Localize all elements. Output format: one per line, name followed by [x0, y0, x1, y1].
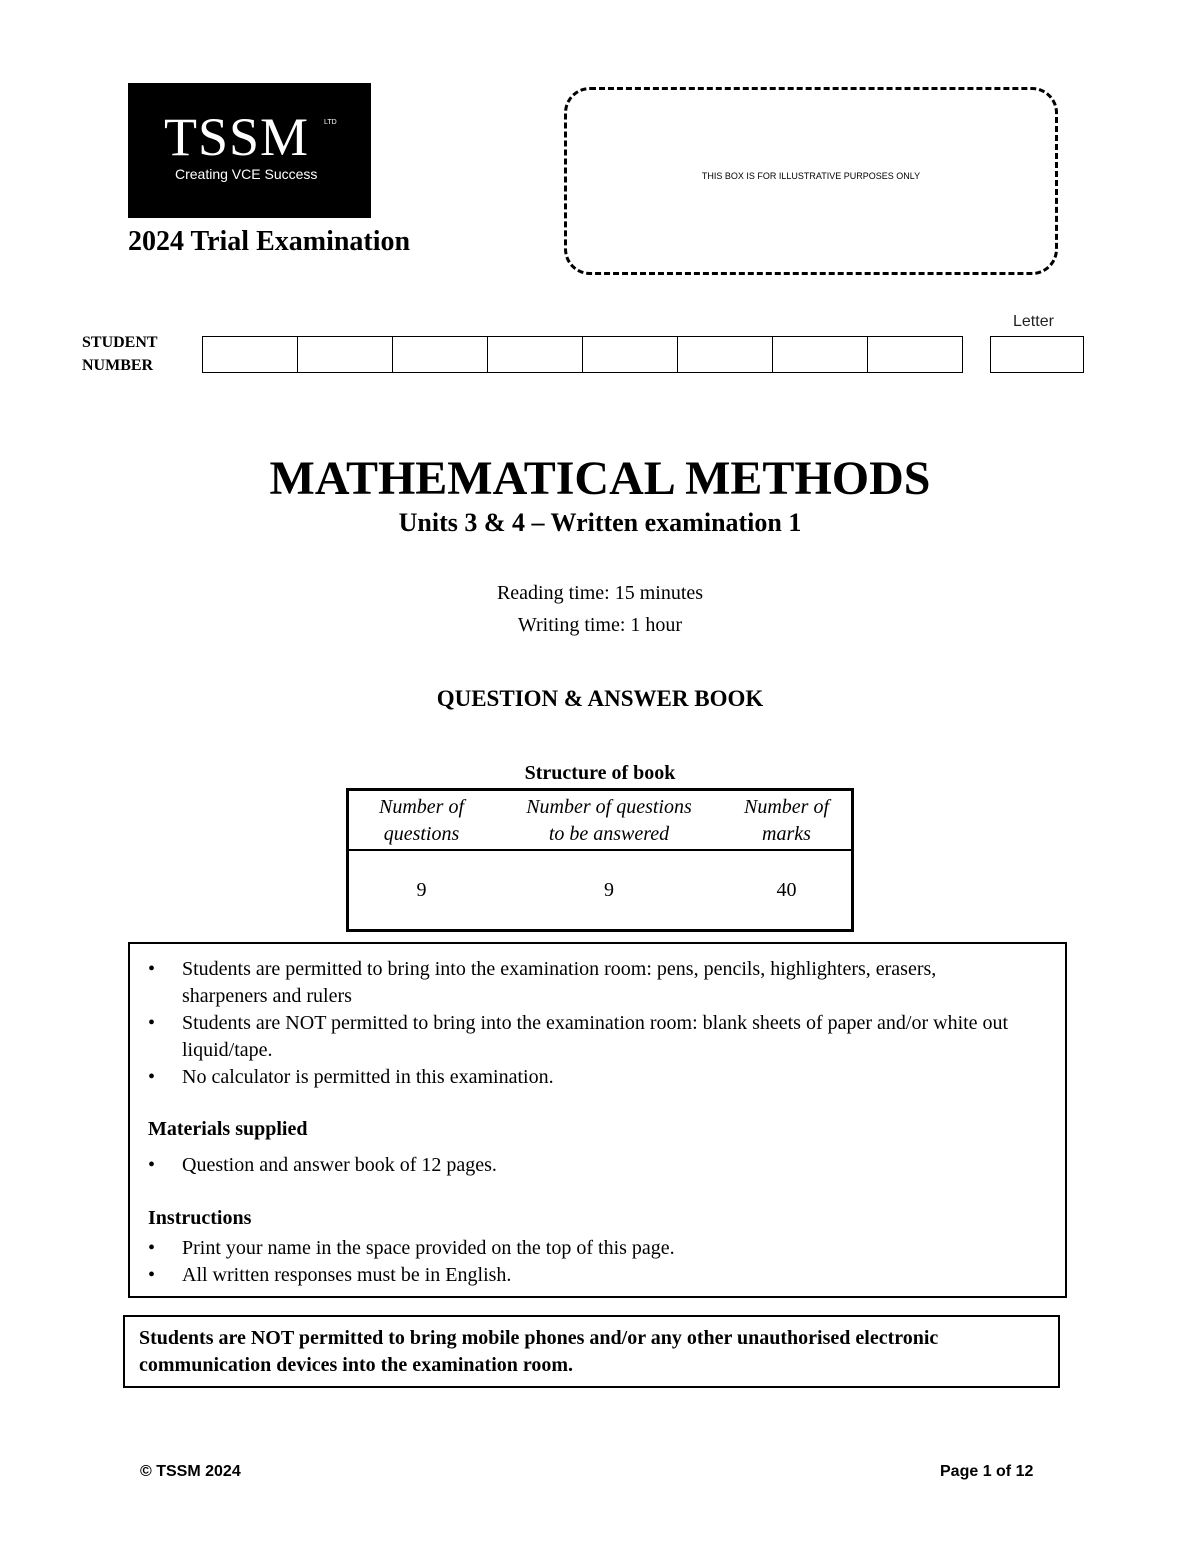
footer-page-number: Page 1 of 12	[940, 1463, 1034, 1480]
header-questions: Number of questions	[379, 796, 464, 845]
student-number-label-line1: STUDENT	[82, 334, 158, 351]
student-number-digit-box[interactable]	[582, 336, 678, 373]
student-number-digit-box[interactable]	[772, 336, 868, 373]
student-number-digit-box[interactable]	[487, 336, 583, 373]
reading-time: Reading time: 15 minutes	[496, 582, 704, 604]
student-number-digit-box[interactable]	[392, 336, 488, 373]
materials-heading: Materials supplied	[148, 1118, 308, 1140]
writing-time: Writing time: 1 hour	[517, 614, 683, 636]
student-number-digit-box[interactable]	[297, 336, 393, 373]
exam-title: MATHEMATICAL METHODS	[269, 452, 931, 505]
logo-tagline: Creating VCE Success	[175, 166, 318, 182]
student-letter-box[interactable]	[990, 336, 1084, 373]
student-number-label-line2: NUMBER	[82, 357, 154, 374]
footer-copyright: © TSSM 2024	[140, 1463, 241, 1480]
trial-title: 2024 Trial Examination	[128, 226, 411, 257]
tssm-logo	[128, 83, 371, 218]
structure-table-row	[349, 851, 851, 929]
list-item: • Students are permitted to bring into the examination room: pens, pencils, highlighters, erasers, sharpeners and rulers	[148, 956, 1012, 1010]
logo-brand: TSSM	[164, 107, 310, 167]
instructions-heading: Instructions	[148, 1207, 252, 1229]
value-questions: 9	[416, 878, 427, 901]
rules-list	[148, 956, 1012, 1091]
mobile-phone-warning: Students are NOT permitted to bring mobile phones and/or any other unauthorised electronic communication devices into the examination room.	[123, 1315, 1060, 1388]
exam-subtitle: Units 3 & 4 – Written examination 1	[398, 508, 802, 537]
list-item: • Students are NOT permitted to bring into the examination room: blank sheets of paper and/or white out liquid/tape.	[148, 1010, 1012, 1064]
rules-box	[128, 942, 1067, 1298]
value-marks: 40	[776, 878, 797, 901]
logo-trademark: LTD	[324, 119, 337, 126]
list-item: • Question and answer book of 12 pages.	[148, 1152, 1012, 1179]
list-item: • All written responses must be in English.	[148, 1262, 1012, 1289]
structure-title: Structure of book	[524, 762, 676, 784]
student-number-boxes	[202, 336, 962, 373]
illustrative-note: THIS BOX IS FOR ILLUSTRATIVE PURPOSES ONLY	[701, 171, 921, 181]
student-number-digit-box[interactable]	[677, 336, 773, 373]
student-number-label	[82, 331, 158, 377]
illustrative-box	[564, 87, 1058, 275]
list-item: • No calculator is permitted in this examination.	[148, 1064, 1012, 1091]
value-questions-answered: 9	[604, 878, 614, 901]
header-marks: Number of marks	[744, 796, 829, 845]
materials-list	[148, 1152, 1012, 1179]
structure-table	[346, 788, 854, 932]
book-title: QUESTION & ANSWER BOOK	[436, 686, 764, 711]
list-item: • Print your name in the space provided on the top of this page.	[148, 1235, 1012, 1262]
header-questions-answered: Number of questions to be answered	[526, 796, 692, 845]
student-number-digit-box[interactable]	[867, 336, 963, 373]
letter-label: Letter	[1013, 313, 1054, 330]
student-number-digit-box[interactable]	[202, 336, 298, 373]
structure-table-header	[349, 791, 851, 851]
instructions-list	[148, 1235, 1012, 1289]
